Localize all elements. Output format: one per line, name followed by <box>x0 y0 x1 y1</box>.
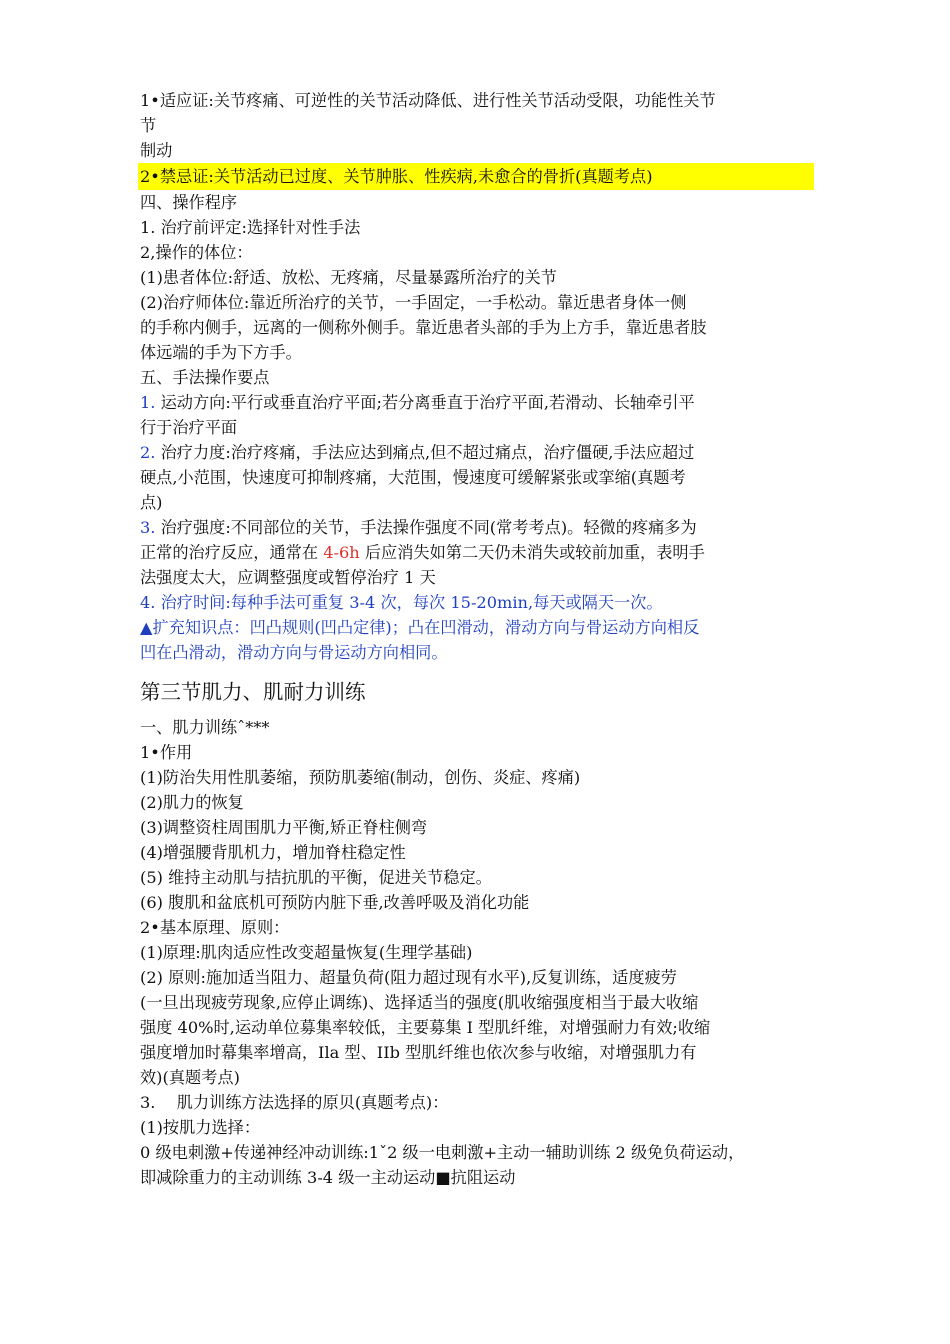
heading-procedure: 四、操作程序 <box>140 193 238 212</box>
contraindication-highlight: 2•禁忌证:关节活动已过度、关节肿胀、性疾病,未愈合的骨折(真题考点) <box>138 163 814 190</box>
document-page <box>140 88 820 1190</box>
point-force-end: 点) <box>140 493 163 512</box>
point-number: 3. <box>140 518 156 537</box>
point-number: 2. <box>140 443 156 462</box>
point-text: 治疗力度:治疗疼痛，手法应达到痛点,但不超过痛点，治疗僵硬,手法应超过 <box>155 443 695 462</box>
indication-line-end: 制动 <box>140 141 173 160</box>
method-by-strength: (1)按肌力选择： <box>140 1118 261 1137</box>
procedure-step-2: 2,操作的体位： <box>140 243 253 262</box>
principle-item-cont: (一旦出现疲劳现象,应停止调练)、选择适当的强度(肌收缩强度相当于最大收缩 <box>140 993 699 1012</box>
procedure-step-1: 1. 治疗前评定:选择针对性手法 <box>140 218 361 237</box>
heading-method-selection: 3. 肌力训练方法选择的原贝(真题考点)： <box>140 1093 449 1112</box>
heading-effects: 1•作用 <box>140 743 193 762</box>
principle-item-cont: 强度增加时幕集率增高，Ila 型、IIb 型肌纤维也依次参与收缩，对增强肌力有 <box>140 1043 697 1062</box>
point-direction <box>140 390 820 415</box>
point-number: 1. <box>140 393 156 412</box>
therapist-position-end: 体远端的手为下方手。 <box>140 343 302 362</box>
text-segment: 后应消失如第二天仍未消失或较前加重，表明手 <box>359 543 705 562</box>
indication-line-wrap: 节 <box>140 116 157 135</box>
point-intensity <box>140 515 820 540</box>
effect-item: (3)调整资柱周围肌力平衡,矫正脊柱侧弯 <box>140 818 428 837</box>
effect-item: (4)增强腰背肌机力，增加脊柱稳定性 <box>140 843 406 862</box>
extra-knowledge: ▲扩充知识点：凹凸规则(凹凸定律)；凸在凹滑动，滑动方向与骨运动方向相反 <box>140 618 700 637</box>
section-title: 第三节肌力、肌耐力训练 <box>140 680 366 704</box>
effect-item: (1)防治失用性肌萎缩，预防肌萎缩(制动，创伤、炎症、疼痛) <box>140 768 581 787</box>
principle-item-cont: 强度 40%时,运动单位募集率较低，主要募集 I 型肌纤维，对增强耐力有效;收缩 <box>140 1018 711 1037</box>
heading-strength-training: 一、肌力训练ˆ*** <box>140 718 270 737</box>
point-intensity-cont <box>140 540 820 565</box>
point-time: 4. 治疗时间:每种手法可重复 3-4 次，每次 15-20min,每天或隔天一次。 <box>140 593 663 612</box>
method-grades-cont: 即减除重力的主动训练 3-4 级一主动运动■抗阻运动 <box>140 1168 516 1187</box>
effect-item: (6) 腹肌和盆底机可预防内脏下垂,改善呼吸及消化功能 <box>140 893 530 912</box>
effect-item: (5) 维持主动肌与拮抗肌的平衡，促进关节稳定。 <box>140 868 492 887</box>
text-segment: 正常的治疗反应，通常在 <box>140 543 324 562</box>
principle-item-end: 效)(真题考点) <box>140 1068 240 1087</box>
red-highlight-text: 4-6h <box>323 543 360 562</box>
extra-knowledge-cont: 凹在凸滑动，滑动方向与骨运动方向相同。 <box>140 643 448 662</box>
therapist-position: (2)治疗师体位:靠近所治疗的关节，一手固定，一手松动。靠近患者身体一侧 <box>140 293 687 312</box>
principle-item: (2) 原则:施加适当阻力、超量负荷(阻力超过现有水平),反复训练，适度疲劳 <box>140 968 677 987</box>
heading-technique: 五、手法操作要点 <box>140 368 270 387</box>
point-direction-cont: 行于治疗平面 <box>140 418 238 437</box>
patient-position: (1)患者体位:舒适、放松、无疼痛，尽量暴露所治疗的关节 <box>140 268 557 287</box>
point-force-cont: 硬点,小范围，快速度可抑制疼痛，大范围，慢速度可缓解紧张或挛缩(真题考 <box>140 468 686 487</box>
point-intensity-end: 法强度太大，应调整强度或暂停治疗 1 天 <box>140 568 436 587</box>
point-text: 治疗强度:不同部位的关节，手法操作强度不同(常考考点)。轻微的疼痛多为 <box>155 518 697 537</box>
indication-line: 1•适应证:关节疼痛、可逆性的关节活动降低、进行性关节活动受限，功能性关节 <box>140 91 716 110</box>
method-grades: 0 级电刺激+传递神经冲动训练:1ˇ2 级一电刺激+主动一辅助训练 2 级免负荷运动， <box>140 1143 745 1162</box>
therapist-position-cont: 的手称内侧手，远离的一侧称外侧手。靠近患者头部的手为上方手，靠近患者肢 <box>140 318 707 337</box>
point-text: 运动方向:平行或垂直治疗平面;若分离垂直于治疗平面,若滑动、长轴牵引平 <box>155 393 695 412</box>
heading-principles: 2•基本原理、原则： <box>140 918 290 937</box>
point-force <box>140 440 820 465</box>
principle-item: (1)原理:肌肉适应性改变超量恢复(生理学基础) <box>140 943 473 962</box>
effect-item: (2)肌力的恢复 <box>140 793 244 812</box>
